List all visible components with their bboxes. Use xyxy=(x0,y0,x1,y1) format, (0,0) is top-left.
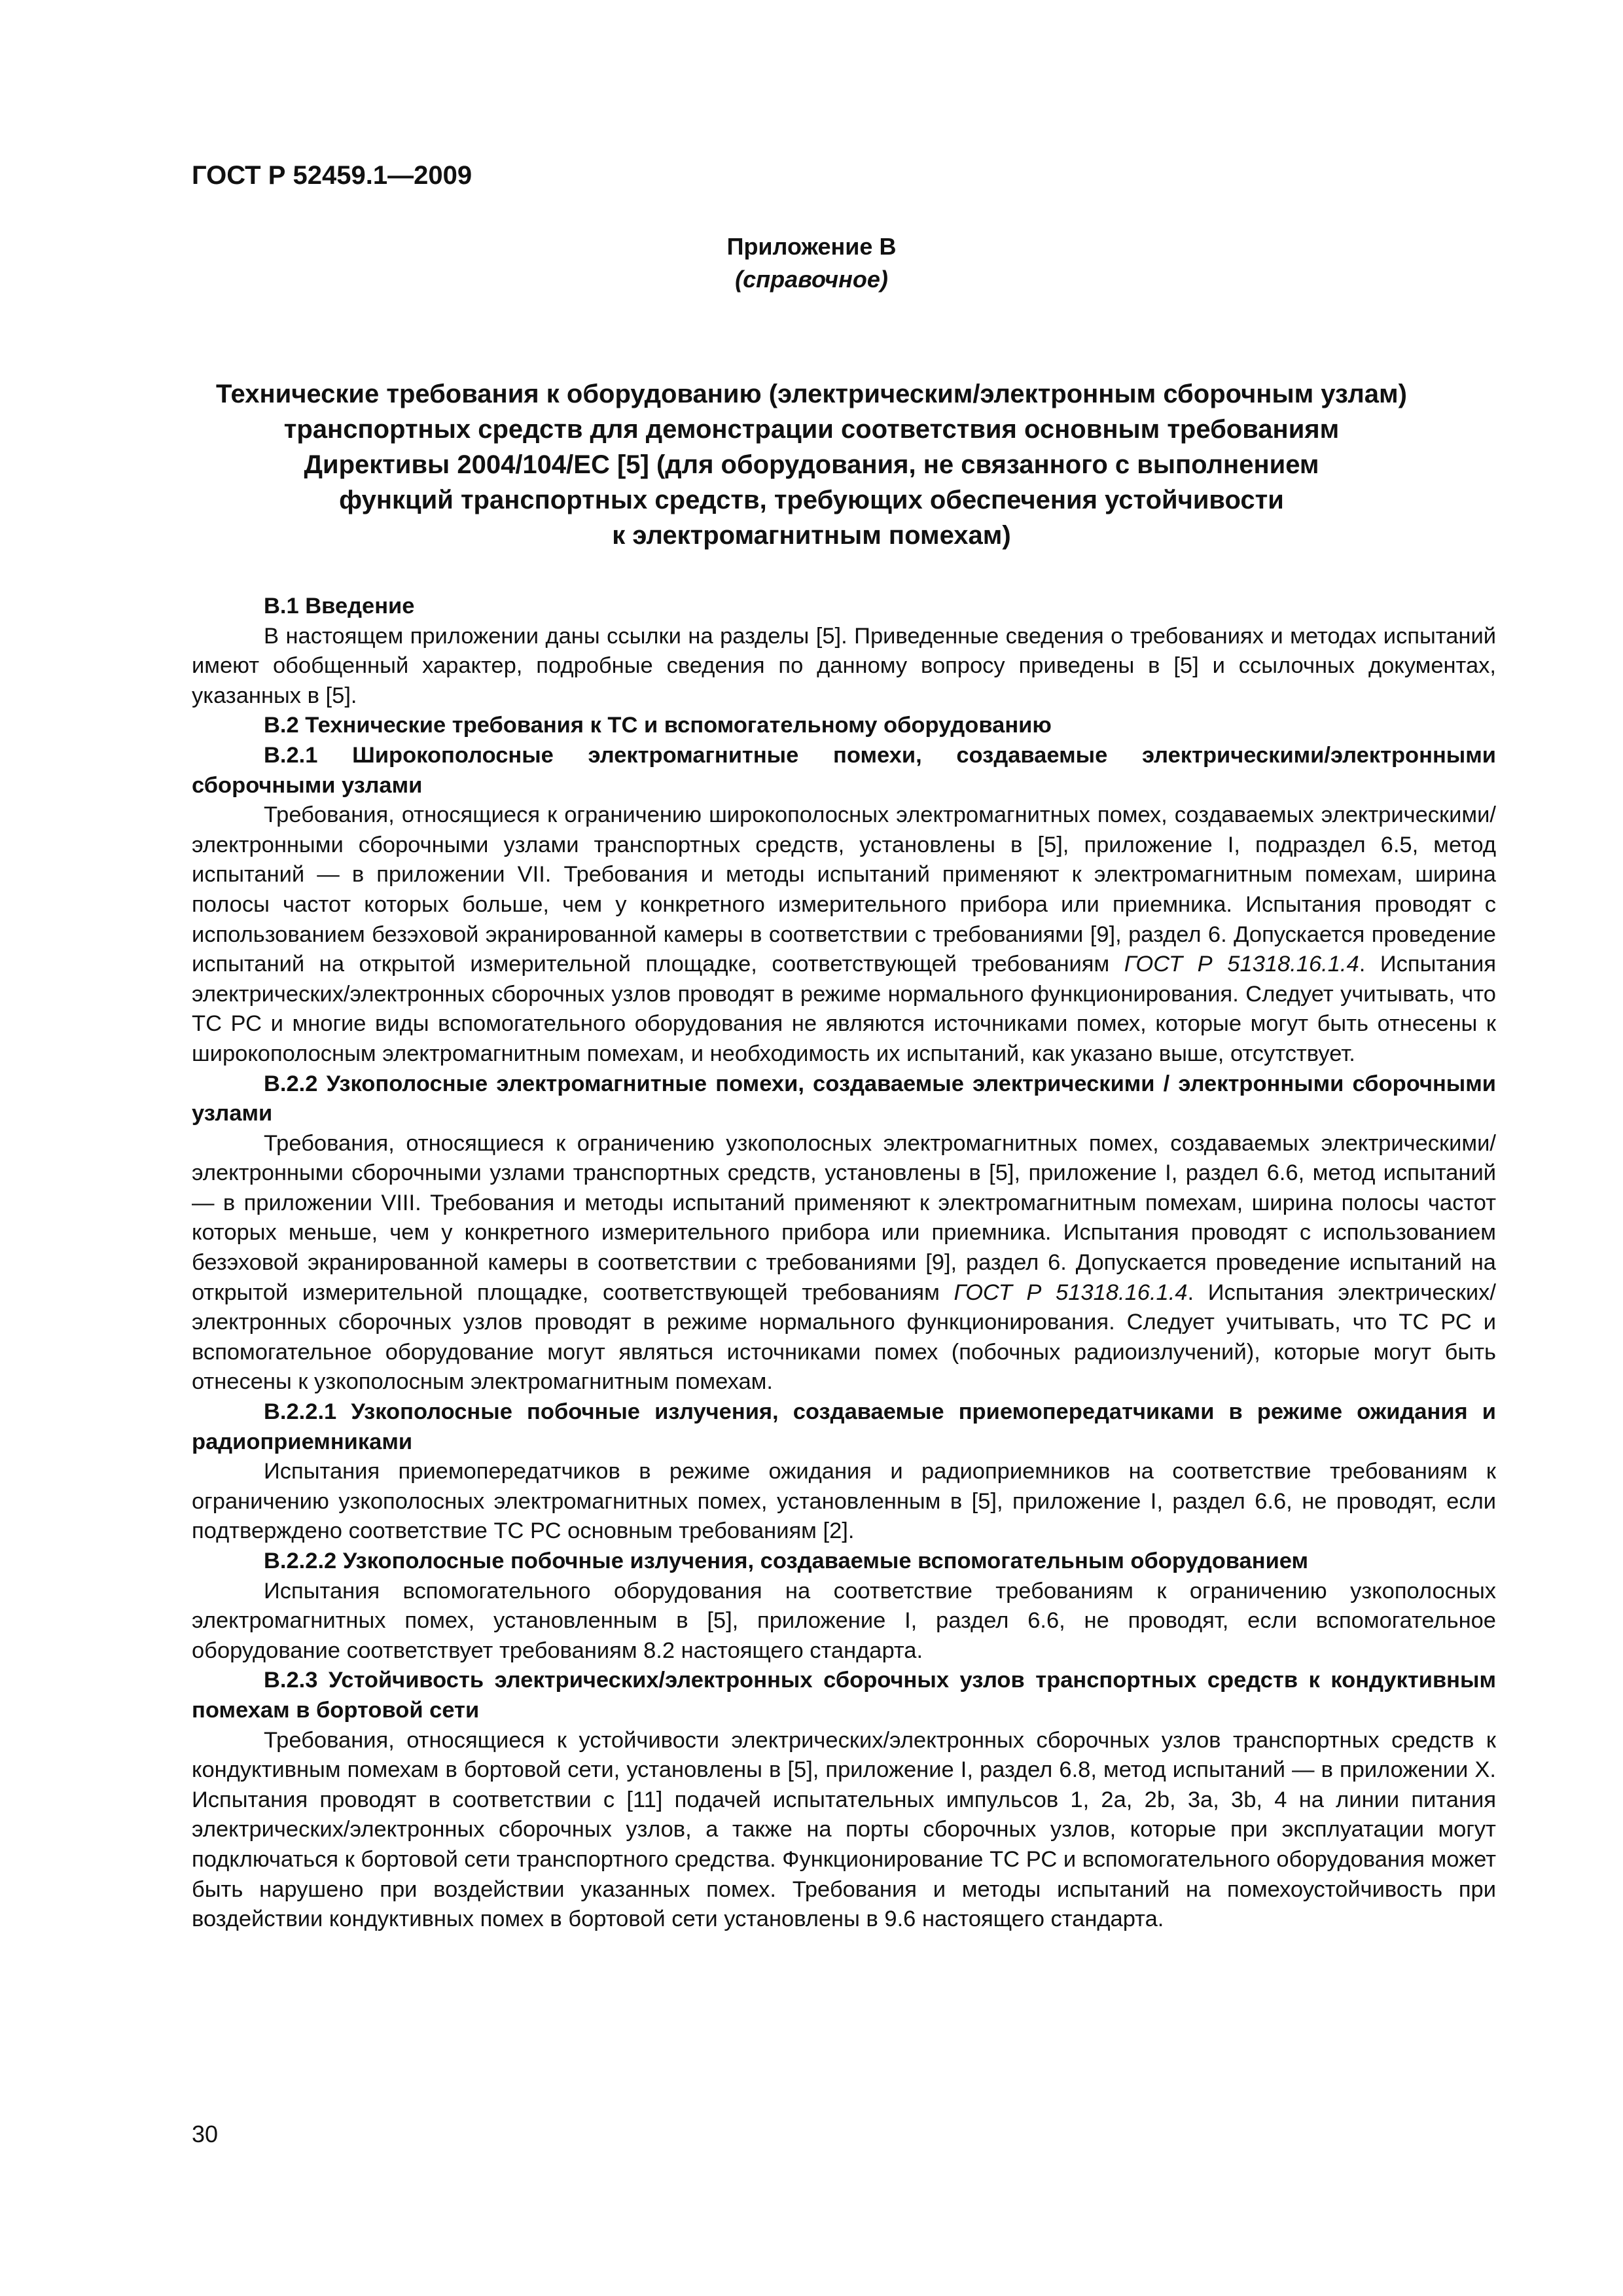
section-heading-b2-2: В.2.2 Узкополосные электромагнитные помехи, создаваемые электрическими / электронными сборочными узлами xyxy=(192,1071,1496,1126)
annex-subtitle: (справочное) xyxy=(735,266,888,293)
standard-reference: ГОСТ Р 51318.16.1.4 xyxy=(1124,952,1359,977)
standard-reference: ГОСТ Р 51318.16.1.4 xyxy=(954,1280,1188,1305)
text-run: . Испытания электрических/электронных сборочных узлов проводят в режиме нормального функционирования. Следует учитывать, что ТС РС и многие виды вспомогательного оборудования не являются источниками помех, которые могут быть отнесены к широкополосным электромагнитным помехам, и необходимость их испытаний, как указано выше, отсутствует. xyxy=(192,952,1497,1066)
title-line: Технические требования к оборудованию (электрическим/электронным сборочным узлам) xyxy=(216,380,1407,408)
document-code: ГОСТ Р 52459.1—2009 xyxy=(192,161,473,190)
section-heading-b2-2-1: В.2.2.1 Узкополосные побочные излучения, создаваемые приемопередатчиками в режиме ожидания и радиоприемниками xyxy=(192,1399,1496,1454)
title-line: функций транспортных средств, требующих обеспечения устойчивости xyxy=(339,486,1284,514)
paragraph-b2-2-2: Испытания вспомогательного оборудования на соответствие требованиям к ограничению узкополосных электромагнитных помех, установленным в [5], приложение I, раздел 6.6, не проводят, если вспомогательное оборудование соответствует требованиям 8.2 настоящего стандарта. xyxy=(192,1578,1496,1663)
paragraph-b2-2-1: Испытания приемопередатчиков в режиме ожидания и радиоприемников на соответствие требованиям к ограничению узкополосных электромагнитных помех, установленным в [5], приложение I, раздел 6.6, не проводят, если подтверждено соответствие ТС РС основным требованиям [2]. xyxy=(192,1459,1496,1544)
text-run: Требования, относящиеся к ограничению узкополосных электромагнитных помех, создаваемых электрическими/электронными сборочными узлами транспортных средств, установлены в [5], приложение I, раздел 6.6, метод испытаний — в приложении VIII. Требования и методы испытаний применяют к электромагнитным помехам, ширина полосы частот которых меньше, чем у конкретного измерительного прибора или приемника. Испытания проводят с использованием безэховой экранированной камеры в соответствии с требованиями [9], раздел 6. Допускается проведение испытаний на открытой измерительной площадке, соответствующей требованиям xyxy=(192,1130,1496,1305)
section-heading-b1: В.1 Введение xyxy=(264,594,415,619)
annex-title: Приложение В xyxy=(726,233,897,260)
paragraph-b2-1 xyxy=(192,800,1496,1069)
title-line: Директивы 2004/104/ЕС [5] (для оборудования, не связанного с выполнением xyxy=(304,450,1319,479)
paragraph-b2-2 xyxy=(192,1129,1496,1397)
title-line: к электромагнитным помехам) xyxy=(612,521,1011,550)
text-run: . Испытания электрических/электронных сборочных узлов проводят в режиме нормального функционирования. Следует учитывать, что ТС РС и вспомогательное оборудование могут являться источниками помех (побочных радиоизлучений), которые могут быть отнесены к узкополосным электромагнитным помехам. xyxy=(192,1280,1497,1395)
document-body xyxy=(192,592,1496,1935)
annex-main-title xyxy=(183,376,1440,553)
section-heading-b2-1: В.2.1 Широкополосные электромагнитные помехи, создаваемые электрическими/электронными сборочными узлами xyxy=(192,742,1496,798)
section-heading-b2-3: В.2.3 Устойчивость электрических/электронных сборочных узлов транспортных средств к кондуктивным помехам в бортовой сети xyxy=(192,1668,1496,1723)
text-run: Требования, относящиеся к ограничению широкополосных электромагнитных помех, создаваемых электрическими/электронными сборочными узлами транспортных средств, установлены в [5], приложение I, подраздел 6.5, метод испытаний — в приложении VII. Требования и методы испытаний применяют к электромагнитным помехам, ширина полосы частот которых больше, чем у конкретного измерительного прибора или приемника. Испытания проводят с использованием безэховой экранированной камеры в соответствии с требованиями [9], раздел 6. Допускается проведение испытаний на открытой измерительной площадке, соответствующей требованиям xyxy=(192,802,1496,977)
section-heading-b2: В.2 Технические требования к ТС и вспомогательному оборудованию xyxy=(264,713,1052,738)
title-line: транспортных средств для демонстрации соответствия основным требованиям xyxy=(283,415,1340,444)
paragraph-b2-3: Требования, относящиеся к устойчивости электрических/электронных сборочных узлов транспортных средств к кондуктивным помехам в бортовой сети, установлены в [5], приложение I, раздел 6.8, метод испытаний — в приложении X. Испытания проводят в соответствии с [11] подачей испытательных импульсов 1, 2a, 2b, 3a, 3b, 4 на линии питания электрических/электронных сборочных узлов, а также на порты сборочных узлов, которые при эксплуатации могут подключаться к бортовой сети транспортного средства. Функционирование ТС РС и вспомогательного оборудования может быть нарушено при воздействии указанных помех. Требования и методы испытаний на помехоустойчивость при воздействии кондуктивных помех в бортовой сети установлены в 9.6 настоящего стандарта. xyxy=(192,1727,1496,1932)
paragraph-b1: В настоящем приложении даны ссылки на разделы [5]. Приведенные сведения о требованиях и методах испытаний имеют обобщенный характер, подробные сведения по данному вопросу приведены в [5] и ссылочных документах, указанных в [5]. xyxy=(192,623,1496,708)
annex-heading xyxy=(0,230,1623,296)
page-number: 30 xyxy=(192,2121,219,2147)
section-heading-b2-2-2: В.2.2.2 Узкополосные побочные излучения, создаваемые вспомогательным оборудованием xyxy=(264,1549,1309,1573)
